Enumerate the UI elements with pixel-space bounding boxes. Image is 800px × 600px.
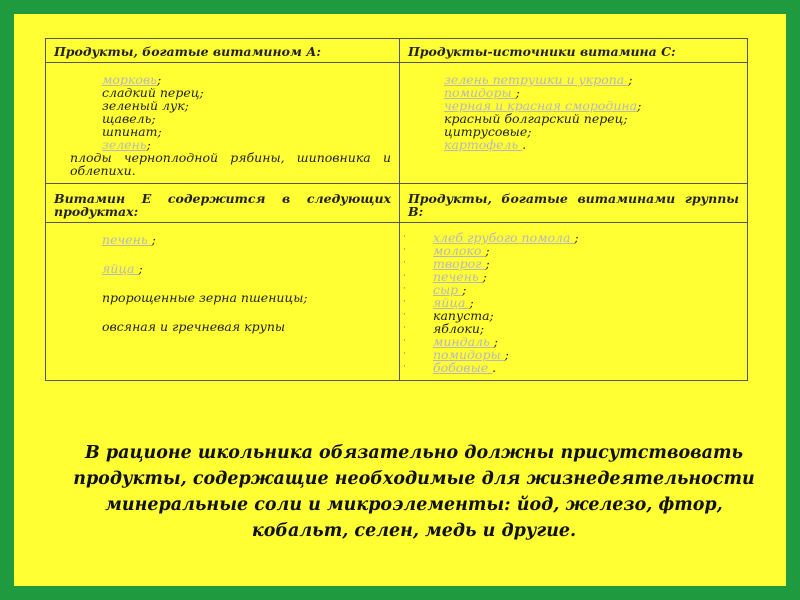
bullet-icon: · bbox=[403, 271, 406, 281]
cell-vitamin-b bbox=[400, 223, 748, 381]
list-item[interactable] bbox=[403, 269, 739, 284]
item-text: овсяная и гречневая крупы bbox=[102, 319, 286, 334]
vitamins-table bbox=[45, 38, 748, 381]
header-vitamin-c: Продукты-источники витамина С: bbox=[400, 39, 748, 63]
item-suffix: ; bbox=[462, 282, 467, 297]
bullet-icon: · bbox=[403, 349, 406, 359]
list-vitamin-c bbox=[400, 63, 747, 157]
item-suffix: ; bbox=[151, 232, 156, 247]
header-vitamin-b: Продукты, богатые витаминами группы В: bbox=[400, 184, 748, 223]
item-suffix: ; bbox=[515, 85, 520, 100]
item-link[interactable]: яйца bbox=[433, 295, 470, 310]
cell-vitamin-e bbox=[46, 223, 400, 381]
item-suffix: ; bbox=[637, 98, 642, 113]
item-suffix: ; bbox=[628, 72, 633, 87]
bullet-icon: · bbox=[403, 362, 406, 372]
list-item[interactable] bbox=[102, 233, 391, 246]
item-link[interactable]: черная и красная смородина bbox=[444, 98, 638, 113]
item-link[interactable]: молоко bbox=[433, 243, 486, 258]
item-suffix: ; bbox=[482, 269, 487, 284]
slide bbox=[14, 14, 786, 586]
item-text: яблоки; bbox=[433, 321, 485, 336]
item-link[interactable]: печень bbox=[433, 269, 483, 284]
item-text: пророщенные зерна пшеницы; bbox=[102, 290, 308, 305]
list-item bbox=[102, 291, 391, 304]
item-suffix: . bbox=[492, 360, 497, 375]
item-link[interactable]: хлеб грубого помола bbox=[433, 230, 575, 245]
bullet-icon: · bbox=[403, 310, 406, 320]
list-item[interactable] bbox=[403, 360, 739, 375]
item-link[interactable]: печень bbox=[102, 232, 152, 247]
item-link[interactable]: миндаль bbox=[433, 334, 494, 349]
footer-note: В рационе школьника обязательно должны присутствовать продукты, содержащие необходимые для жизнедеятельности минеральные соли и микроэлементы: йод, железо, фтор, кобальт, селен, медь и другие. bbox=[73, 443, 755, 541]
header-vitamin-a: Продукты, богатые витамином А: bbox=[46, 39, 400, 63]
list-item bbox=[70, 150, 391, 178]
list-vitamin-a bbox=[46, 63, 399, 183]
header-vitamin-e-text: Витамин Е содержится в следующих продуктах: bbox=[54, 191, 391, 219]
item-link[interactable]: зелень bbox=[102, 137, 147, 152]
header-vitamin-e bbox=[46, 184, 400, 223]
item-text: плоды черноплодной рябины, шиповника и облепихи. bbox=[70, 150, 391, 178]
list-item[interactable] bbox=[444, 138, 739, 151]
list-item[interactable] bbox=[102, 262, 391, 275]
item-suffix: ; bbox=[156, 72, 162, 87]
item-text: цитрусовые; bbox=[444, 124, 532, 139]
item-suffix: ; bbox=[493, 334, 498, 349]
item-suffix: ; bbox=[485, 243, 490, 258]
item-link[interactable]: яйца bbox=[102, 261, 139, 276]
item-suffix: ; bbox=[146, 137, 151, 152]
item-link[interactable]: зелень петрушки и укропа bbox=[444, 72, 629, 87]
item-text: шпинат; bbox=[102, 124, 162, 139]
list-vitamin-b bbox=[400, 223, 747, 380]
bullet-icon: · bbox=[403, 336, 406, 346]
item-text: капуста; bbox=[433, 308, 494, 323]
item-suffix: ; bbox=[485, 256, 490, 271]
bullet-icon: · bbox=[403, 323, 406, 333]
bullet-icon: · bbox=[403, 297, 406, 307]
item-text: щавель; bbox=[102, 111, 156, 126]
item-link[interactable]: морковь bbox=[102, 72, 157, 87]
item-link[interactable]: творог bbox=[433, 256, 486, 271]
item-link[interactable]: сыр bbox=[433, 282, 463, 297]
item-suffix: ; bbox=[138, 261, 143, 276]
item-suffix: ; bbox=[574, 230, 579, 245]
list-vitamin-e bbox=[46, 223, 399, 355]
bullet-icon: · bbox=[403, 232, 406, 242]
list-item[interactable] bbox=[403, 282, 739, 297]
item-suffix: . bbox=[522, 137, 527, 152]
item-link[interactable]: помидоры bbox=[444, 85, 516, 100]
bullet-icon: · bbox=[403, 284, 406, 294]
item-link[interactable]: бобовые bbox=[433, 360, 493, 375]
list-item bbox=[102, 320, 391, 333]
item-text: зеленый лук; bbox=[102, 98, 189, 113]
cell-vitamin-c bbox=[400, 63, 748, 184]
cell-vitamin-a bbox=[46, 63, 400, 184]
item-link[interactable]: помидоры bbox=[433, 347, 505, 362]
item-link[interactable]: картофель bbox=[444, 137, 523, 152]
item-text: красный болгарский перец; bbox=[444, 111, 628, 126]
bullet-icon: · bbox=[403, 258, 406, 268]
bullet-icon: · bbox=[403, 245, 406, 255]
item-suffix: ; bbox=[469, 295, 474, 310]
item-suffix: ; bbox=[504, 347, 509, 362]
item-text: сладкий перец; bbox=[102, 85, 204, 100]
